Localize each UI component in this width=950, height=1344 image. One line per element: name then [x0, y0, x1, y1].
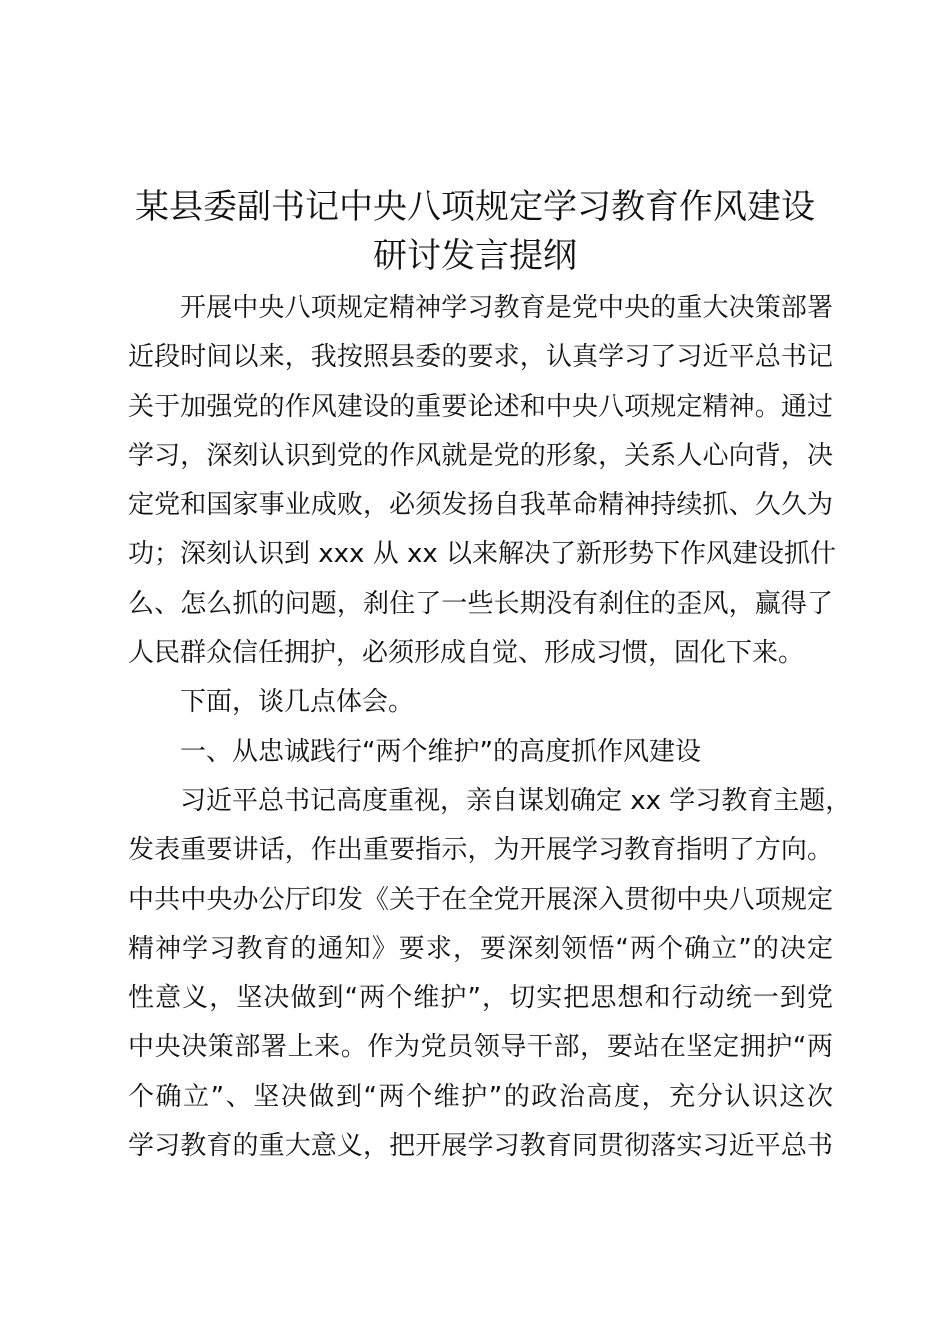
text-line: 发表重要讲话，作出重要指示，为开展学习教育指明了方向。 — [128, 835, 833, 866]
text-line: 人民群众信任拥护，必须形成自觉、形成习惯，固化下来。 — [128, 638, 805, 669]
document-title — [100, 183, 850, 281]
text-line: 近段时间以来，我按照县委的要求，认真学习了习近平总书记 — [128, 342, 833, 373]
title-line: 某县委副书记中央八项规定学习教育作风建设 — [135, 187, 815, 227]
text-line: 一、从忠诚践行“两个维护”的高度抓作风建设 — [180, 736, 701, 767]
document-body — [128, 284, 852, 1171]
text-line: 定党和国家事业成败，必须发扬自我革命精神持续抓、久久为 — [128, 490, 833, 521]
paragraph — [128, 284, 836, 678]
text-line: 中央决策部署上来。作为党员领导干部，要站在坚定拥护“两 — [128, 1032, 833, 1063]
text-line: 开展中央八项规定精神学习教育是党中央的重大决策部署 — [180, 293, 833, 323]
text-line: 习近平总书记高度重视，亲自谋划确定 xx 学习教育主题， — [180, 785, 852, 816]
paragraph — [128, 777, 852, 1171]
text-line: 功；深刻认识到 xxx 从 xx 以来解决了新形势下作风建设抓什 — [128, 539, 836, 570]
text-line: 精神学习教育的通知》要求，要深刻领悟“两个确立”的决定 — [128, 933, 833, 964]
section-heading — [128, 728, 833, 777]
paragraph — [128, 678, 833, 727]
text-line: 学习教育的重大意义，把开展学习教育同贯彻落实习近平总书 — [128, 1131, 833, 1162]
text-line: 性意义，坚决做到“两个维护”，切实把思想和行动统一到党 — [128, 983, 833, 1014]
text-line: 个确立”、坚决做到“两个维护”的政治高度，充分认识这次 — [128, 1081, 833, 1112]
text-line: 学习，深刻认识到党的作风就是党的形象，关系人心向背，决 — [128, 440, 833, 471]
text-line: 下面，谈几点体会。 — [180, 687, 415, 718]
text-line: 关于加强党的作风建设的重要论述和中央八项规定精神。通过 — [128, 391, 833, 422]
text-line: 中共中央办公厅印发《关于在全党开展深入贯彻中央八项规定 — [128, 884, 833, 915]
text-line: 么、怎么抓的问题，刹住了一些长期没有刹住的歪风，赢得了 — [128, 588, 833, 619]
title-line: 研讨发言提纲 — [373, 236, 577, 276]
